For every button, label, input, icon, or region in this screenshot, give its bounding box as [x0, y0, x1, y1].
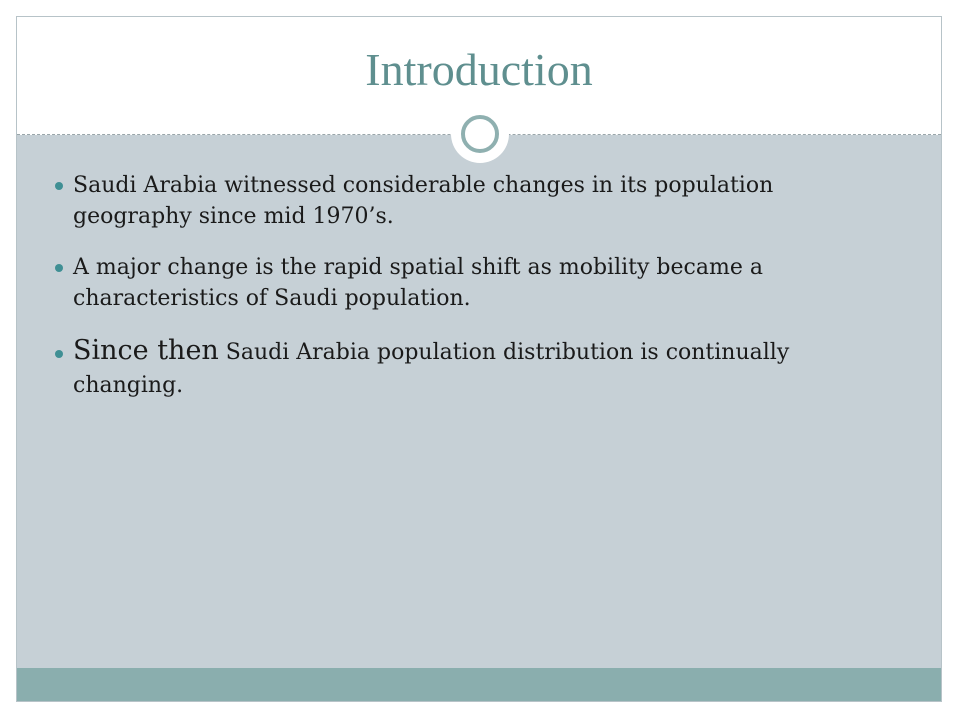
bullet-list — [55, 170, 895, 402]
circle-ornament-inner — [461, 115, 499, 153]
footer-bar — [17, 668, 941, 701]
bullet-text: Saudi Arabia witnessed considerable changes in its population geography since mid 1970’s. — [73, 173, 774, 229]
bullet-dot-icon — [55, 350, 63, 358]
slide — [16, 16, 942, 702]
bullet-item — [55, 334, 895, 402]
bullet-item — [55, 252, 895, 314]
slide-title: Introduction — [365, 44, 593, 95]
bullet-text: A major change is the rapid spatial shift as mobility became a characteristics of Saudi population. — [73, 255, 763, 311]
bullet-text: Saudi Arabia population distribution is continually changing. — [73, 340, 790, 398]
bullet-dot-icon — [55, 264, 63, 272]
bullet-item — [55, 170, 895, 232]
bullet-dot-icon — [55, 182, 63, 190]
circle-ornament-icon — [451, 105, 509, 163]
bullet-lead-text: Since then — [73, 335, 219, 366]
